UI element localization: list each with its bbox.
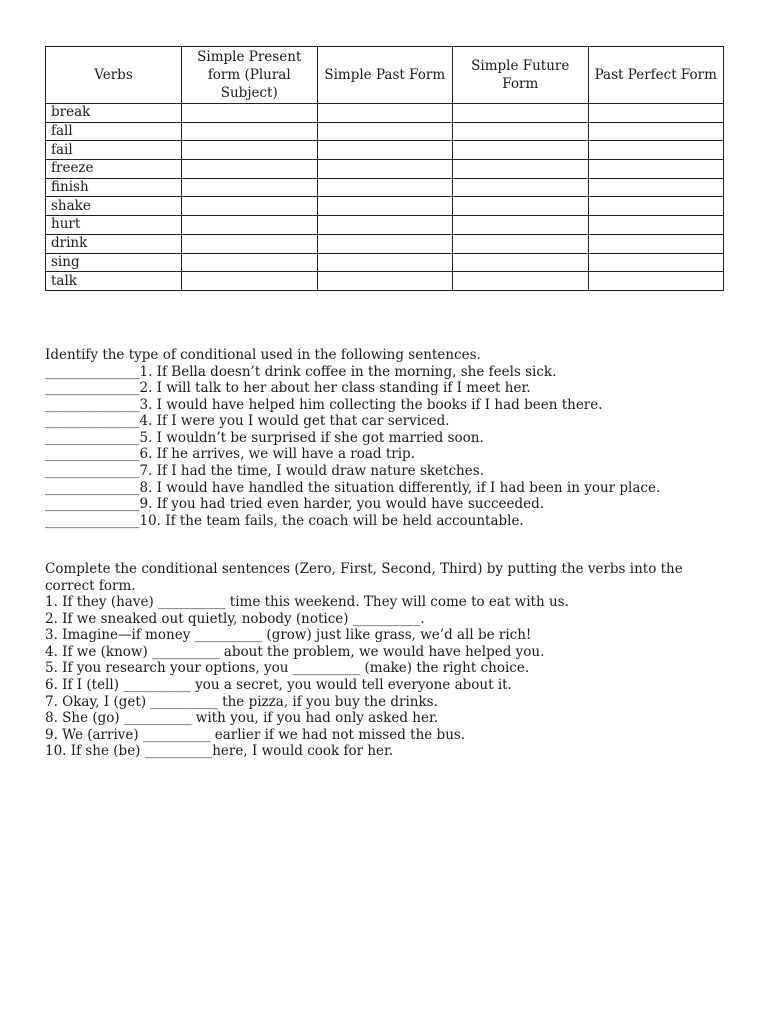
- answer-cell-simple-past[interactable]: [317, 272, 453, 291]
- answer-cell-past-perfect[interactable]: [588, 216, 724, 235]
- verb-cell: hurt: [46, 216, 182, 235]
- answer-cell-past-perfect[interactable]: [588, 253, 724, 272]
- complete-item: 7. Okay, I (get) __________ the pizza, if you buy the drinks.: [45, 693, 438, 710]
- answer-cell-simple-present[interactable]: [182, 160, 318, 179]
- answer-cell-simple-past[interactable]: [317, 253, 453, 272]
- table-row: [46, 122, 724, 141]
- answer-cell-simple-past[interactable]: [317, 141, 453, 160]
- table-row: [46, 141, 724, 160]
- answer-cell-past-perfect[interactable]: [588, 234, 724, 253]
- complete-item: 2. If we sneaked out quietly, nobody (notice) __________.: [45, 610, 425, 627]
- header-verbs: Verbs: [46, 47, 182, 104]
- answer-cell-simple-present[interactable]: [182, 141, 318, 160]
- verb-cell: sing: [46, 253, 182, 272]
- header-past-perfect: Past Perfect Form: [588, 47, 724, 104]
- answer-cell-past-perfect[interactable]: [588, 178, 724, 197]
- table-row: [46, 160, 724, 179]
- answer-cell-simple-past[interactable]: [317, 178, 453, 197]
- answer-cell-past-perfect[interactable]: [588, 122, 724, 141]
- answer-cell-simple-past[interactable]: [317, 104, 453, 123]
- answer-cell-simple-future[interactable]: [453, 253, 589, 272]
- answer-cell-simple-future[interactable]: [453, 122, 589, 141]
- verb-cell: finish: [46, 178, 182, 197]
- answer-cell-simple-present[interactable]: [182, 122, 318, 141]
- answer-cell-simple-past[interactable]: [317, 197, 453, 216]
- verb-cell: talk: [46, 272, 182, 291]
- identify-item: ______________7. If I had the time, I would draw nature sketches.: [45, 463, 484, 480]
- answer-cell-simple-present[interactable]: [182, 178, 318, 197]
- identify-instruction: Identify the type of conditional used in the following sentences.: [45, 347, 481, 363]
- answer-cell-past-perfect[interactable]: [588, 104, 724, 123]
- complete-item: 3. Imagine—if money __________ (grow) just like grass, we’d all be rich!: [45, 627, 532, 644]
- identify-item: ______________9. If you had tried even harder, you would have succeeded.: [45, 496, 545, 513]
- answer-cell-simple-present[interactable]: [182, 234, 318, 253]
- answer-cell-simple-future[interactable]: [453, 160, 589, 179]
- header-simple-present: Simple Present form (Plural Subject): [182, 47, 318, 104]
- header-simple-past: Simple Past Form: [317, 47, 453, 104]
- identify-conditionals-section: [45, 347, 725, 529]
- header-simple-future: Simple Future Form: [453, 47, 589, 104]
- identify-item: ______________3. I would have helped him collecting the books if I had been there.: [45, 396, 603, 413]
- answer-cell-past-perfect[interactable]: [588, 272, 724, 291]
- verb-cell: drink: [46, 234, 182, 253]
- table-header-row: [46, 47, 724, 104]
- answer-cell-past-perfect[interactable]: [588, 160, 724, 179]
- answer-cell-past-perfect[interactable]: [588, 197, 724, 216]
- answer-cell-simple-present[interactable]: [182, 272, 318, 291]
- complete-item: 8. She (go) __________ with you, if you had only asked her.: [45, 710, 439, 727]
- verb-cell: fall: [46, 122, 182, 141]
- answer-cell-simple-present[interactable]: [182, 104, 318, 123]
- identify-item: ______________5. I wouldn’t be surprised if she got married soon.: [45, 429, 484, 446]
- complete-conditionals-section: [45, 561, 725, 760]
- verb-cell: freeze: [46, 160, 182, 179]
- verb-table-body: [46, 104, 724, 291]
- identify-list: [45, 364, 725, 530]
- complete-item: 10. If she (be) __________here, I would cook for her.: [45, 743, 394, 760]
- complete-item: 6. If I (tell) __________ you a secret, you would tell everyone about it.: [45, 676, 512, 693]
- identify-item: ______________2. I will talk to her about her class standing if I meet her.: [45, 380, 531, 397]
- identify-item: ______________6. If he arrives, we will have a road trip.: [45, 446, 415, 463]
- answer-cell-past-perfect[interactable]: [588, 141, 724, 160]
- answer-cell-simple-present[interactable]: [182, 253, 318, 272]
- answer-cell-simple-future[interactable]: [453, 272, 589, 291]
- identify-item: ______________4. If I were you I would get that car serviced.: [45, 413, 450, 430]
- table-row: [46, 197, 724, 216]
- answer-cell-simple-present[interactable]: [182, 197, 318, 216]
- complete-item: 4. If we (know) __________ about the problem, we would have helped you.: [45, 643, 545, 660]
- table-row: [46, 253, 724, 272]
- complete-instruction: Complete the conditional sentences (Zero, First, Second, Third) by putting the verbs into the correct form.: [45, 561, 683, 594]
- table-row: [46, 104, 724, 123]
- table-row: [46, 178, 724, 197]
- complete-item: 1. If they (have) __________ time this weekend. They will come to eat with us.: [45, 594, 569, 610]
- answer-cell-simple-past[interactable]: [317, 122, 453, 141]
- answer-cell-simple-present[interactable]: [182, 216, 318, 235]
- table-row: [46, 272, 724, 291]
- identify-item: ______________8. I would have handled the situation differently, if I had been in your place.: [45, 479, 661, 496]
- verb-cell: fail: [46, 141, 182, 160]
- answer-cell-simple-future[interactable]: [453, 178, 589, 197]
- verb-forms-table: [45, 46, 724, 291]
- table-row: [46, 234, 724, 253]
- answer-cell-simple-future[interactable]: [453, 234, 589, 253]
- verb-cell: shake: [46, 197, 182, 216]
- table-row: [46, 216, 724, 235]
- verb-cell: break: [46, 104, 182, 123]
- identify-item: ______________10. If the team fails, the coach will be held accountable.: [45, 512, 524, 529]
- identify-item: ______________1. If Bella doesn’t drink coffee in the morning, she feels sick.: [45, 363, 557, 380]
- answer-cell-simple-future[interactable]: [453, 197, 589, 216]
- complete-list: [45, 594, 725, 760]
- answer-cell-simple-past[interactable]: [317, 160, 453, 179]
- answer-cell-simple-past[interactable]: [317, 216, 453, 235]
- answer-cell-simple-past[interactable]: [317, 234, 453, 253]
- answer-cell-simple-future[interactable]: [453, 141, 589, 160]
- answer-cell-simple-future[interactable]: [453, 104, 589, 123]
- complete-item: 5. If you research your options, you __________ (make) the right choice.: [45, 660, 530, 677]
- answer-cell-simple-future[interactable]: [453, 216, 589, 235]
- complete-item: 9. We (arrive) __________ earlier if we had not missed the bus.: [45, 726, 466, 743]
